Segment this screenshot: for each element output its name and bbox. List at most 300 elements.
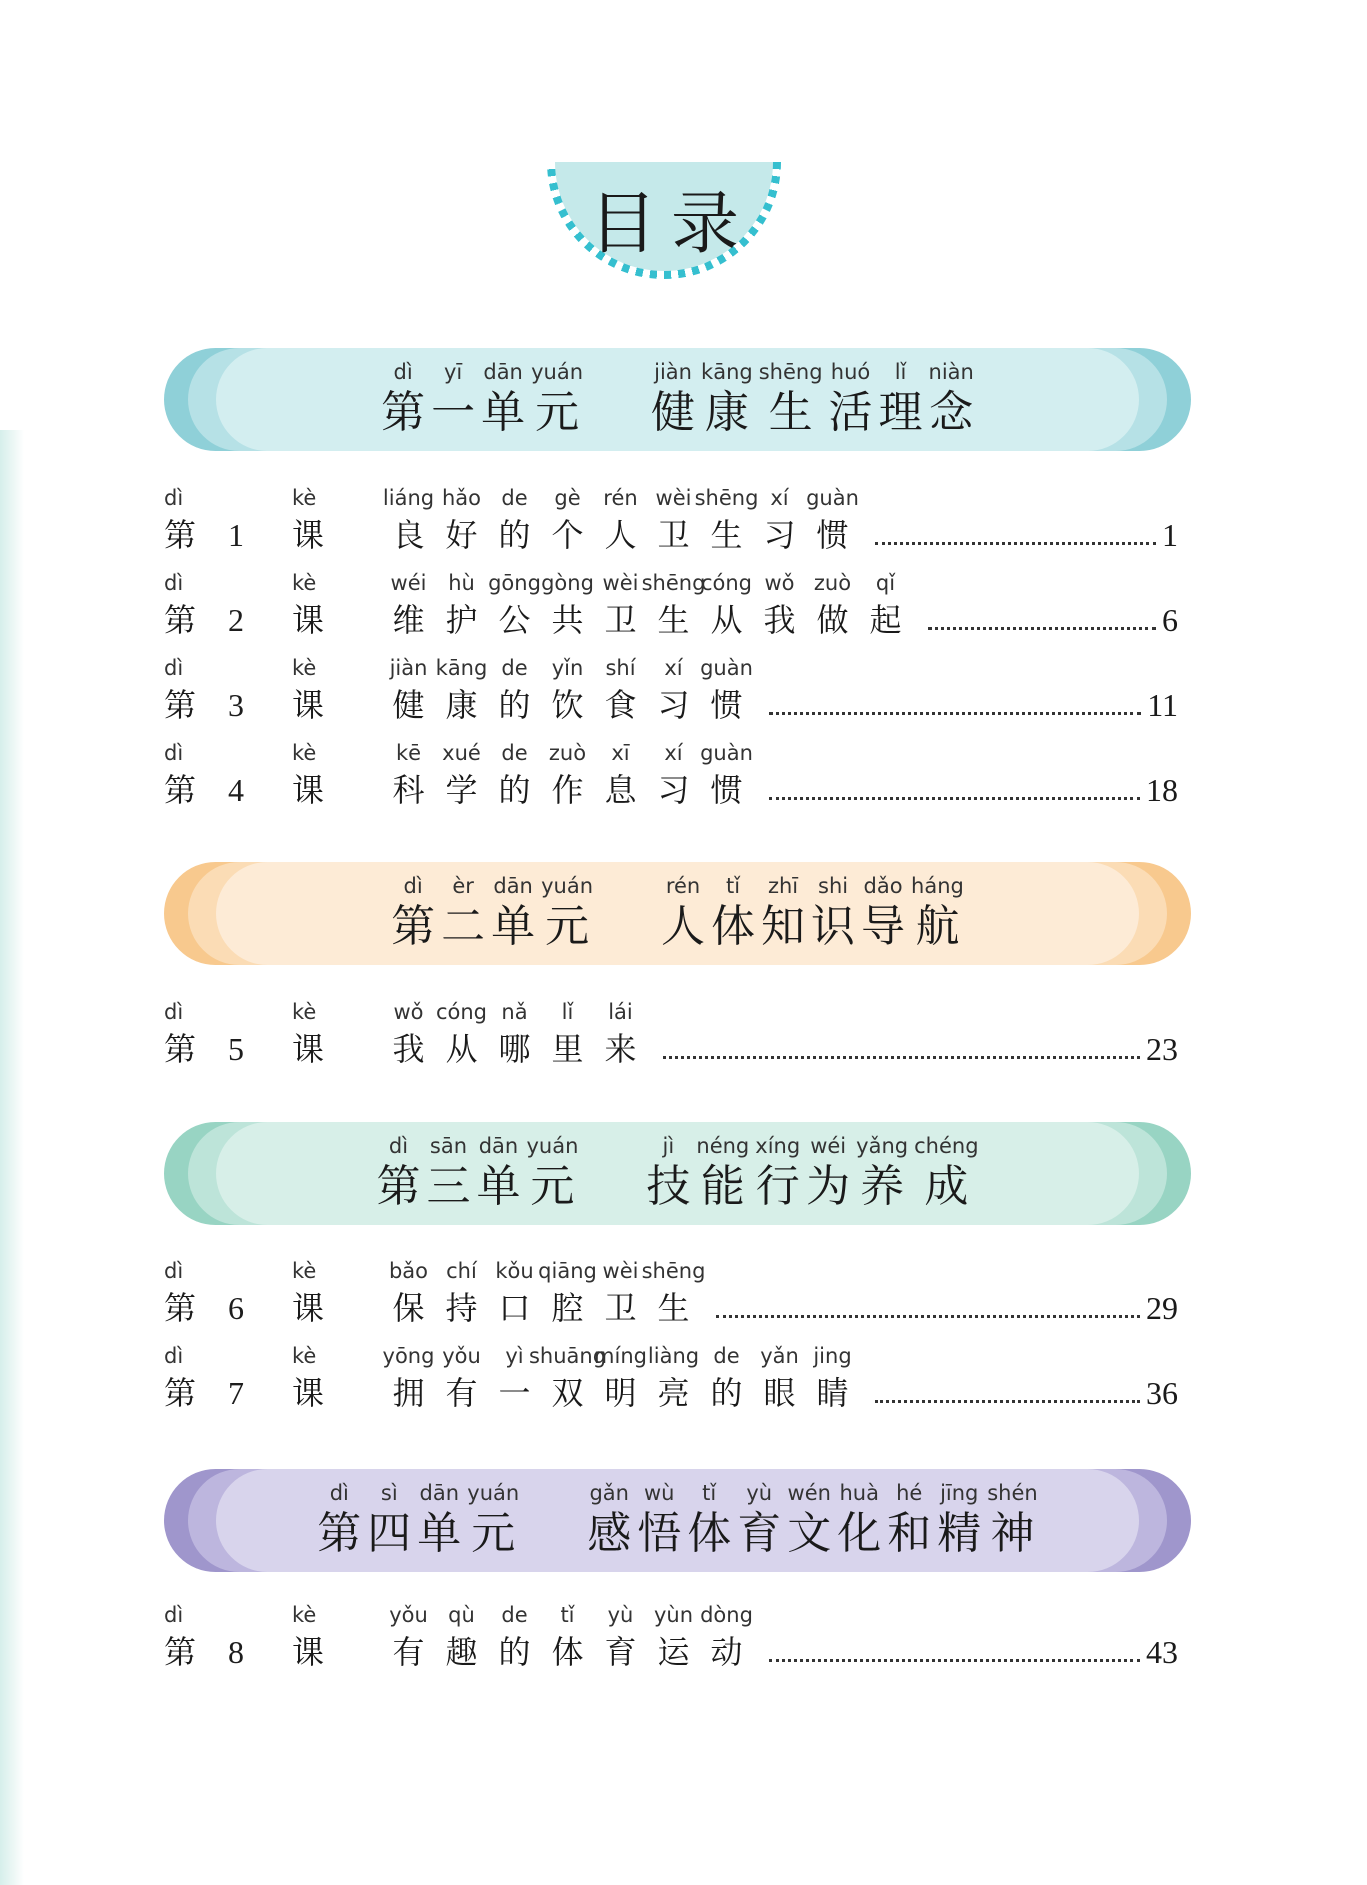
lesson-ke <box>292 1601 336 1675</box>
unit-syllable <box>376 1132 420 1214</box>
hanzi: 生 <box>657 1289 690 1327</box>
hanzi: 明 <box>604 1374 637 1412</box>
title-syllable <box>694 484 759 558</box>
hanzi: 的 <box>498 686 531 724</box>
lesson-label <box>164 569 356 643</box>
unit-label <box>314 1479 522 1561</box>
unit-name <box>584 1479 1040 1561</box>
title-syllable <box>647 739 700 813</box>
pinyin: gòng <box>541 571 594 595</box>
pinyin: wén <box>787 1481 831 1505</box>
hanzi: 识 <box>811 901 856 952</box>
hanzi: 从 <box>710 601 743 639</box>
page-number: 6 <box>1162 602 1178 638</box>
pinyin: yuán <box>531 360 584 384</box>
hanzi: 体 <box>551 1633 584 1671</box>
hanzi: 眼 <box>763 1374 796 1412</box>
pinyin: yōng <box>382 1344 435 1368</box>
hanzi: 食 <box>604 686 637 724</box>
pinyin: rén <box>665 874 701 898</box>
hanzi: 元 <box>530 1161 575 1212</box>
title-syllable <box>806 484 859 558</box>
hanzi: 单 <box>476 1161 521 1212</box>
hanzi: 腔 <box>551 1289 584 1327</box>
hanzi: 育 <box>737 1508 782 1559</box>
unit-banner-2[interactable] <box>164 862 1191 965</box>
pinyin: xī <box>611 741 630 765</box>
title-syllable <box>541 1601 594 1675</box>
pinyin: de <box>501 656 528 680</box>
pinyin: dān <box>483 360 523 384</box>
title-syllable <box>647 654 700 728</box>
unit-syllable <box>787 1479 831 1561</box>
unit-syllable <box>661 872 705 954</box>
leader-dots <box>769 692 1141 715</box>
hanzi: 课 <box>292 1374 325 1412</box>
title-syllable <box>382 1257 435 1331</box>
pinyin: wéi <box>390 571 427 595</box>
hanzi: 来 <box>604 1030 637 1068</box>
title-syllable <box>435 1342 488 1416</box>
unit-syllable <box>811 872 855 954</box>
lesson-row-1[interactable] <box>164 484 1178 564</box>
title-syllable <box>541 739 594 813</box>
lesson-di <box>164 484 208 558</box>
hanzi: 亮 <box>657 1374 690 1412</box>
pinyin: jing <box>813 1344 852 1368</box>
hanzi: 第 <box>376 1161 421 1212</box>
hanzi: 里 <box>551 1030 584 1068</box>
unit-syllable <box>651 358 695 440</box>
pinyin: dì <box>164 1259 184 1283</box>
hanzi: 课 <box>292 516 325 554</box>
pinyin: wǒ <box>393 1000 424 1024</box>
title-syllable <box>700 1601 753 1675</box>
unit-syllable <box>837 1479 881 1561</box>
pinyin: yǎng <box>856 1134 909 1158</box>
pinyin: kǒu <box>495 1259 534 1283</box>
hanzi: 从 <box>445 1030 478 1068</box>
lesson-ke <box>292 1257 336 1331</box>
hanzi: 神 <box>990 1508 1035 1559</box>
pinyin: kè <box>292 656 317 680</box>
hanzi: 第 <box>164 686 197 724</box>
unit-syllable <box>759 358 823 440</box>
hanzi: 四 <box>367 1508 412 1559</box>
hanzi: 成 <box>924 1161 969 1212</box>
hanzi: 习 <box>657 771 690 809</box>
hanzi: 趣 <box>445 1633 478 1671</box>
unit-name <box>648 358 977 440</box>
lesson-di <box>164 569 208 643</box>
title-syllable <box>594 569 647 643</box>
hanzi: 活 <box>828 387 873 438</box>
pinyin: dān <box>478 1134 519 1158</box>
pinyin: wéi <box>810 1134 847 1158</box>
title-syllable <box>647 1342 700 1416</box>
hanzi: 理 <box>878 387 923 438</box>
pinyin: dì <box>388 1134 409 1158</box>
pinyin: yù <box>746 1481 773 1505</box>
unit-syllable <box>687 1479 731 1561</box>
hanzi: 的 <box>710 1374 743 1412</box>
pinyin: cóng <box>700 571 753 595</box>
pinyin: dì <box>164 571 184 595</box>
hanzi: 能 <box>700 1161 745 1212</box>
unit-label <box>373 1132 581 1214</box>
page-number: 18 <box>1146 772 1178 808</box>
leader-dots <box>928 607 1156 630</box>
hanzi: 二 <box>441 901 486 952</box>
pinyin: wèi <box>655 486 692 510</box>
title-syllable <box>382 998 435 1072</box>
hanzi: 知 <box>761 901 806 952</box>
hanzi: 感 <box>587 1508 632 1559</box>
page-number: 43 <box>1146 1634 1178 1670</box>
hanzi: 导 <box>861 901 906 952</box>
lesson-label <box>164 484 356 558</box>
hanzi: 个 <box>551 516 584 554</box>
lesson-row-4[interactable] <box>164 739 1178 819</box>
unit-banner-1[interactable] <box>164 348 1191 451</box>
lesson-number: 3 <box>228 687 244 723</box>
title-syllable <box>594 484 647 558</box>
hanzi: 惯 <box>710 771 743 809</box>
hanzi: 哪 <box>498 1030 531 1068</box>
title-syllable <box>488 739 541 813</box>
title-syllable <box>435 998 488 1072</box>
lesson-number: 5 <box>228 1031 244 1067</box>
page-title: 目录 <box>588 185 753 264</box>
pinyin: dì <box>403 874 423 898</box>
lesson-label <box>164 1342 356 1416</box>
hanzi: 人 <box>661 901 706 952</box>
pinyin: kāng <box>435 656 488 680</box>
unit-syllable <box>391 872 435 954</box>
leader-dots <box>769 1639 1140 1662</box>
hanzi: 体 <box>711 901 756 952</box>
pinyin: sì <box>380 1481 398 1505</box>
hanzi: 第 <box>164 771 197 809</box>
unit-syllable <box>914 1132 978 1214</box>
title-syllable <box>435 654 488 728</box>
unit-name <box>658 872 967 954</box>
pinyin: dān <box>419 1481 460 1505</box>
unit-syllable <box>467 1479 519 1561</box>
lesson-title <box>382 569 912 643</box>
lesson-row-7[interactable] <box>164 1342 1178 1422</box>
pinyin: yǒu <box>442 1344 481 1368</box>
hanzi: 健 <box>392 686 425 724</box>
page-number: 23 <box>1146 1031 1178 1067</box>
pinyin: jiàn <box>389 656 428 680</box>
unit-banner-4[interactable] <box>164 1469 1191 1572</box>
leader-dots <box>663 1036 1140 1059</box>
title-syllable <box>753 1342 806 1416</box>
hanzi: 课 <box>292 771 325 809</box>
lesson-row-2[interactable] <box>164 569 1178 649</box>
hanzi: 第 <box>164 1633 197 1671</box>
hanzi: 起 <box>869 601 902 639</box>
pinyin: kē <box>395 741 422 765</box>
pinyin: kè <box>292 1603 317 1627</box>
hanzi: 康 <box>445 686 478 724</box>
unit-syllable <box>879 358 923 440</box>
unit-syllable <box>367 1479 411 1561</box>
page-number: 1 <box>1162 517 1178 553</box>
lesson-title <box>382 739 753 813</box>
unit-syllable <box>526 1132 578 1214</box>
hanzi: 生 <box>768 387 813 438</box>
hanzi: 第 <box>164 601 197 639</box>
hanzi: 化 <box>837 1508 882 1559</box>
pinyin: tǐ <box>726 874 741 898</box>
hanzi: 元 <box>545 901 590 952</box>
hanzi: 卫 <box>604 1289 637 1327</box>
hanzi: 第 <box>164 1374 197 1412</box>
unit-syllable <box>911 872 964 954</box>
pinyin: wǒ <box>764 571 795 595</box>
hanzi: 的 <box>498 1633 531 1671</box>
lesson-row-5[interactable] <box>164 998 1178 1078</box>
pinyin: tǐ <box>702 1481 717 1505</box>
hanzi: 单 <box>491 901 536 952</box>
title-syllable <box>806 569 859 643</box>
pinyin: kāng <box>701 360 753 384</box>
pinyin: chéng <box>914 1134 979 1158</box>
hanzi: 的 <box>498 771 531 809</box>
pinyin: tǐ <box>560 1603 575 1627</box>
title-syllable <box>435 569 488 643</box>
lesson-ke <box>292 654 336 728</box>
pinyin: dòng <box>700 1603 753 1627</box>
unit-syllable <box>696 1132 749 1214</box>
lesson-number: 7 <box>228 1375 244 1411</box>
hanzi: 单 <box>481 387 526 438</box>
hanzi: 课 <box>292 601 325 639</box>
hanzi: 动 <box>710 1633 743 1671</box>
hanzi: 学 <box>445 771 478 809</box>
lesson-title <box>382 998 647 1072</box>
pinyin: háng <box>911 874 964 898</box>
unit-syllable <box>937 1479 981 1561</box>
hanzi: 健 <box>651 387 696 438</box>
hanzi: 技 <box>646 1161 691 1212</box>
pinyin: gōng <box>488 571 541 595</box>
hanzi: 元 <box>471 1508 516 1559</box>
pinyin: xué <box>442 741 481 765</box>
pinyin: guàn <box>806 486 859 510</box>
lesson-ke <box>292 484 336 558</box>
hanzi: 护 <box>445 601 478 639</box>
title-syllable <box>594 739 647 813</box>
unit-syllable <box>829 358 873 440</box>
pinyin: lǐ <box>561 1000 574 1024</box>
hanzi: 口 <box>498 1289 531 1327</box>
hanzi: 生 <box>710 516 743 554</box>
title-syllable <box>382 1342 435 1416</box>
pinyin: huà <box>839 1481 879 1505</box>
leader-dots <box>769 777 1140 800</box>
pinyin: shén <box>987 1481 1038 1505</box>
pinyin: de <box>501 741 528 765</box>
title-syllable <box>594 1342 647 1416</box>
title-syllable <box>488 1601 541 1675</box>
hanzi: 保 <box>392 1289 425 1327</box>
pinyin: gǎn <box>589 1481 629 1505</box>
hanzi: 公 <box>498 601 531 639</box>
pinyin: rén <box>603 486 638 510</box>
hanzi: 航 <box>915 901 960 952</box>
leader-dots <box>716 1295 1140 1318</box>
pinyin: shēng <box>641 1259 706 1283</box>
unit-syllable <box>755 1132 800 1214</box>
hanzi: 做 <box>816 601 849 639</box>
hanzi: 运 <box>657 1633 690 1671</box>
title-syllable <box>382 484 435 558</box>
pinyin: kè <box>292 1259 317 1283</box>
hanzi: 第 <box>391 901 436 952</box>
pinyin: yī <box>443 360 463 384</box>
unit-syllable <box>701 358 753 440</box>
title-syllable <box>753 484 806 558</box>
unit-syllable <box>481 358 525 440</box>
hanzi: 惯 <box>710 686 743 724</box>
hanzi: 生 <box>657 601 690 639</box>
lesson-row-3[interactable] <box>164 654 1178 734</box>
hanzi: 三 <box>426 1161 471 1212</box>
page-number: 11 <box>1147 687 1178 723</box>
hanzi: 有 <box>445 1374 478 1412</box>
pinyin: jì <box>662 1134 675 1158</box>
lesson-number: 6 <box>228 1290 244 1326</box>
unit-syllable <box>541 872 593 954</box>
pinyin: yǐn <box>551 656 584 680</box>
pinyin: liàng <box>647 1344 700 1368</box>
pinyin: kè <box>292 571 317 595</box>
hanzi: 养 <box>860 1161 905 1212</box>
title-syllable <box>382 739 435 813</box>
hanzi: 双 <box>551 1374 584 1412</box>
hanzi: 第 <box>164 516 197 554</box>
unit-syllable <box>637 1479 681 1561</box>
lesson-number: 1 <box>228 517 244 553</box>
pinyin: de <box>713 1344 740 1368</box>
title-syllable <box>435 739 488 813</box>
hanzi: 有 <box>392 1633 425 1671</box>
hanzi: 科 <box>392 771 425 809</box>
unit-syllable <box>381 358 425 440</box>
hanzi: 悟 <box>637 1508 682 1559</box>
title-syllable <box>538 1257 597 1331</box>
pinyin: dì <box>164 1344 184 1368</box>
pinyin: zhī <box>767 874 799 898</box>
lesson-di <box>164 739 208 813</box>
hanzi: 文 <box>787 1508 832 1559</box>
hanzi: 习 <box>763 516 796 554</box>
pinyin: guàn <box>700 656 753 680</box>
pinyin: qiāng <box>538 1259 597 1283</box>
lesson-di <box>164 654 208 728</box>
lesson-label <box>164 739 356 813</box>
unit-banner-3[interactable] <box>164 1122 1191 1225</box>
pinyin: lái <box>608 1000 633 1024</box>
unit-syllable <box>761 872 805 954</box>
unit-syllable <box>441 872 485 954</box>
pinyin: èr <box>452 874 474 898</box>
pinyin: yùn <box>653 1603 694 1627</box>
hanzi: 念 <box>929 387 974 438</box>
lesson-label <box>164 654 356 728</box>
pinyin: nǎ <box>501 1000 528 1024</box>
hanzi: 行 <box>755 1161 800 1212</box>
hanzi: 元 <box>535 387 580 438</box>
pinyin: dì <box>164 1000 184 1024</box>
title-syllable <box>488 654 541 728</box>
pinyin: yǒu <box>389 1603 428 1627</box>
unit-syllable <box>861 872 905 954</box>
lesson-row-8[interactable] <box>164 1601 1178 1681</box>
pinyin: shēng <box>641 571 706 595</box>
lesson-di <box>164 998 208 1072</box>
lesson-di <box>164 1601 208 1675</box>
pinyin: dì <box>329 1481 349 1505</box>
unit-syllable <box>711 872 755 954</box>
title-syllable <box>859 569 912 643</box>
pinyin: de <box>501 1603 528 1627</box>
pinyin: kè <box>292 741 317 765</box>
pinyin: shi <box>818 874 849 898</box>
title-syllable <box>647 484 700 558</box>
lesson-title <box>382 1601 753 1675</box>
pinyin: yuán <box>541 874 594 898</box>
hanzi: 卫 <box>657 516 690 554</box>
pinyin: hù <box>448 571 475 595</box>
left-edge-decoration <box>0 430 24 1885</box>
title-syllable <box>541 654 594 728</box>
title-syllable <box>435 1601 488 1675</box>
title-syllable <box>382 569 435 643</box>
title-syllable <box>488 569 541 643</box>
lesson-label <box>164 998 356 1072</box>
pinyin: dān <box>493 874 533 898</box>
pinyin: qù <box>448 1603 475 1627</box>
pinyin: lǐ <box>894 360 907 384</box>
lesson-row-6[interactable] <box>164 1257 1178 1337</box>
pinyin: yù <box>607 1603 634 1627</box>
pinyin: hé <box>896 1481 923 1505</box>
pinyin: de <box>501 486 528 510</box>
pinyin: shēng <box>758 360 823 384</box>
unit-syllable <box>431 358 475 440</box>
lesson-number: 8 <box>228 1634 244 1670</box>
pinyin: dǎo <box>863 874 903 898</box>
pinyin: zuò <box>813 571 852 595</box>
pinyin: míng <box>594 1344 647 1368</box>
hanzi: 课 <box>292 1030 325 1068</box>
title-syllable <box>594 654 647 728</box>
hanzi: 饮 <box>551 686 584 724</box>
pinyin: huó <box>830 360 871 384</box>
hanzi: 人 <box>604 516 637 554</box>
hanzi: 第 <box>381 387 426 438</box>
hanzi: 课 <box>292 1289 325 1327</box>
unit-syllable <box>887 1479 931 1561</box>
pinyin: dì <box>164 486 184 510</box>
hanzi: 第 <box>164 1289 197 1327</box>
unit-syllable <box>417 1479 461 1561</box>
hanzi: 我 <box>392 1030 425 1068</box>
